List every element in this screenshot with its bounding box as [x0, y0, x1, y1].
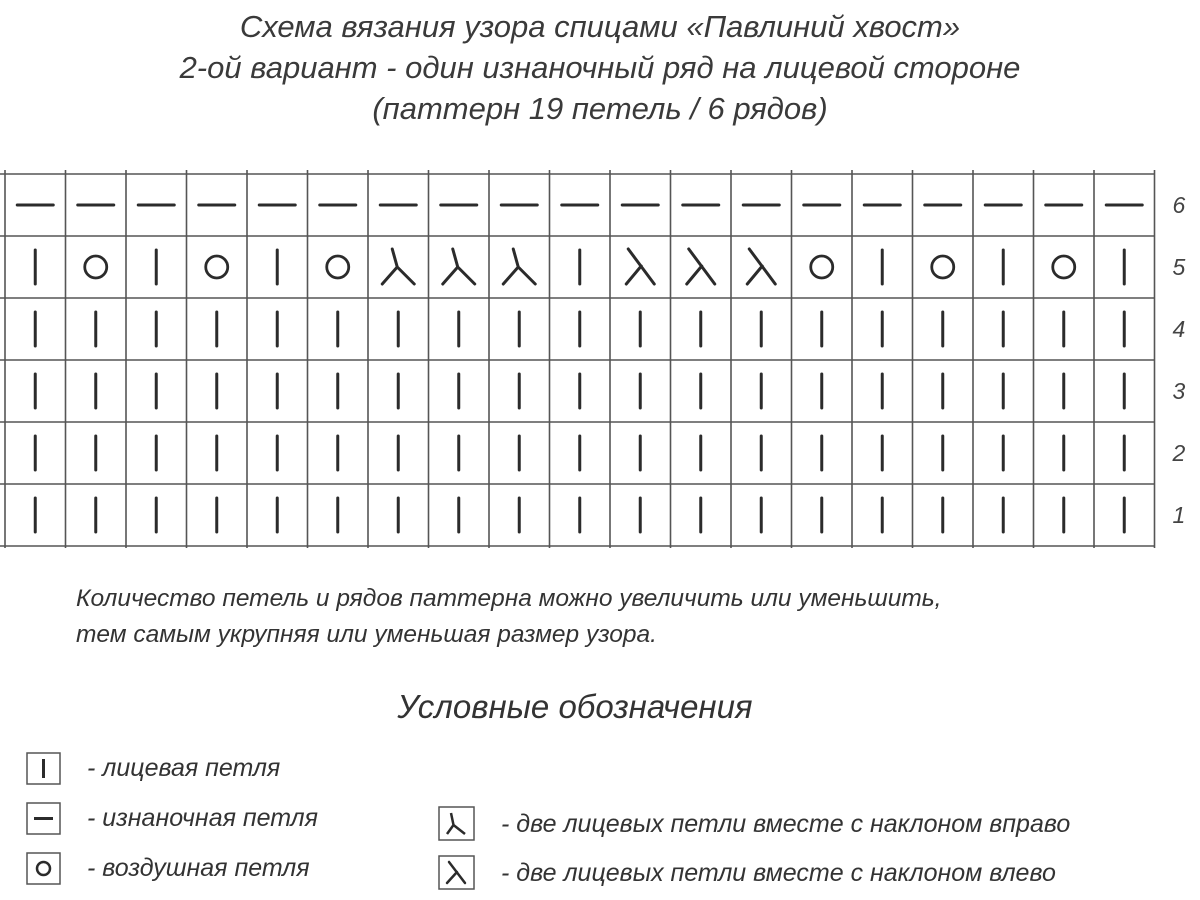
- chart-cell-yo: [1053, 256, 1075, 278]
- legend-title: Условные обозначения: [397, 688, 753, 725]
- yarn-over-icon: [26, 852, 64, 886]
- legend-text-purl: - изнаночная петля: [87, 804, 319, 832]
- chart-cell-yo: [206, 256, 228, 278]
- legend-text-k2tog-right: - две лицевых петли вместе с наклоном вправо: [501, 810, 1071, 838]
- legend-text-knit: - лицевая петля: [87, 754, 281, 782]
- k2tog-right-icon: [438, 806, 478, 842]
- title-line-3: (паттерн 19 петель / 6 рядов): [372, 91, 828, 126]
- row-number: 4: [1172, 316, 1186, 342]
- chart-cell-k2tog-right: [503, 249, 535, 284]
- legend-text-k2tog-left: - две лицевых петли вместе с наклоном влево: [501, 859, 1056, 887]
- note-line-2: тем самым укрупняя или уменьшая размер узора.: [76, 621, 657, 648]
- chart-cell-yo: [932, 256, 954, 278]
- purl-stitch-icon: [26, 802, 64, 836]
- title-line-1: Схема вязания узора спицами «Павлиний хвост»: [239, 9, 961, 44]
- row-number: 6: [1172, 192, 1186, 218]
- row-number: 3: [1172, 378, 1186, 404]
- note: [76, 581, 1176, 653]
- chart-cell-yo: [327, 256, 349, 278]
- chart-cell-yo: [85, 256, 107, 278]
- chart-cell-yo: [811, 256, 833, 278]
- chart-cell-k2tog-left: [687, 249, 715, 284]
- knitting-chart: [0, 160, 1200, 560]
- knit-stitch-icon: [26, 752, 64, 786]
- chart-cell-k2tog-left: [626, 249, 654, 284]
- chart-cell-k2tog-right: [382, 249, 414, 284]
- row-number: 2: [1172, 440, 1186, 466]
- legend-text-yo: - воздушная петля: [87, 854, 310, 882]
- k2tog-left-icon: [438, 855, 478, 891]
- row-number: 1: [1172, 502, 1186, 528]
- note-line-1: Количество петель и рядов паттерна можно увеличить или уменьшить,: [76, 585, 942, 612]
- row-number: 5: [1172, 254, 1186, 280]
- chart-cell-k2tog-right: [443, 249, 475, 284]
- chart-title: [0, 6, 1200, 129]
- chart-cell-k2tog-left: [747, 249, 775, 284]
- title-line-2: 2-ой вариант - один изнаночный ряд на лицевой стороне: [179, 50, 1021, 85]
